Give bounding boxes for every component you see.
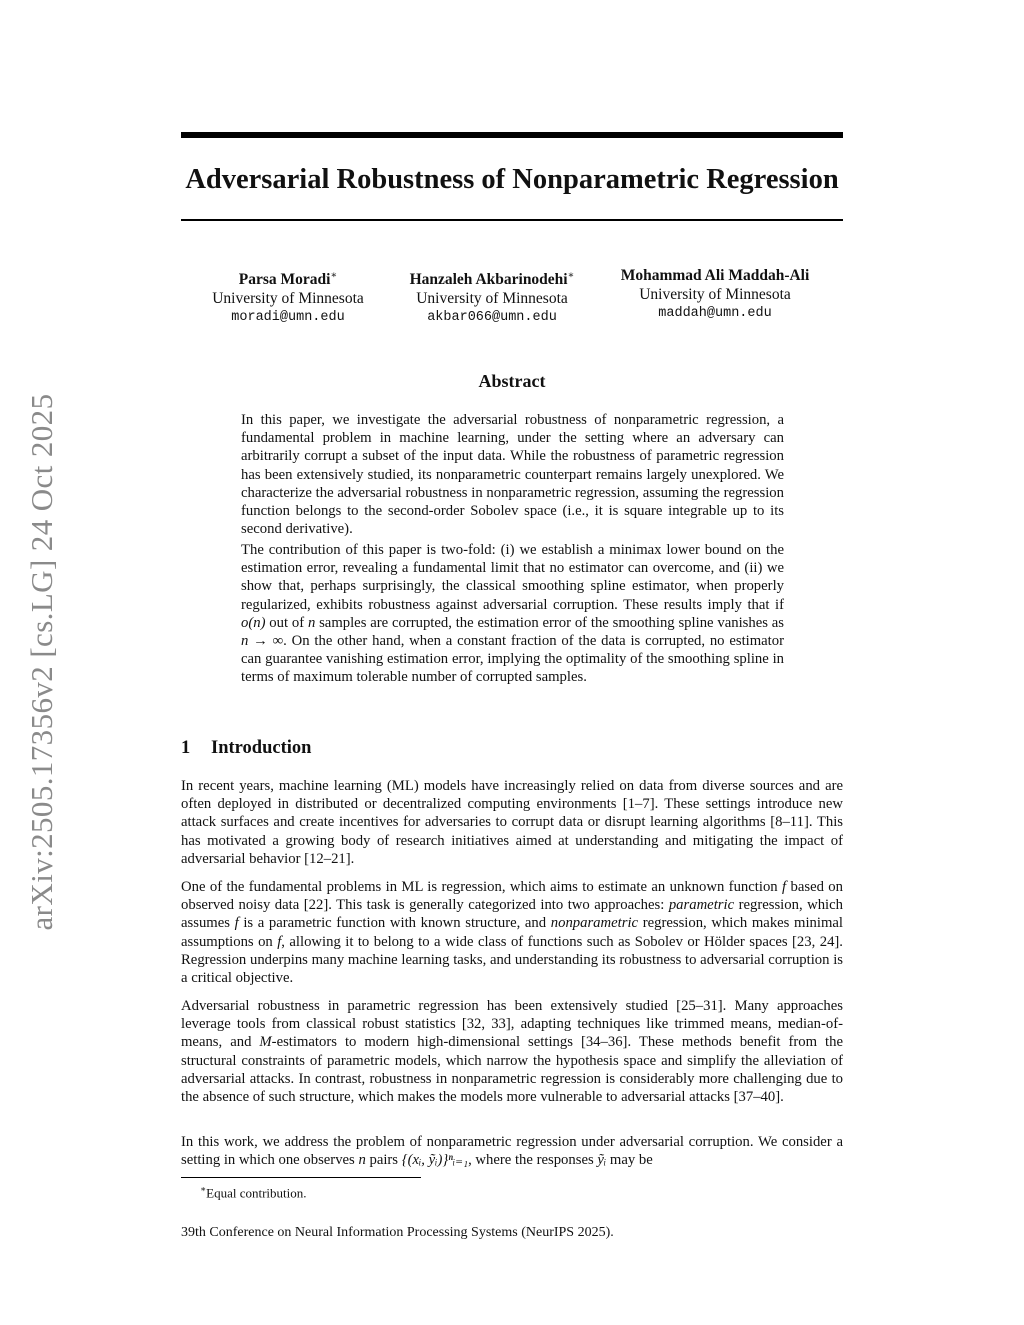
intro-paragraph-3: Adversarial robustness in parametric regression has been extensively studied [25–31]. Many approaches leverage tools from classical robust statistics [32, 33], adapting techniques like trimmed means, median-of-means, and M-estimators to modern high-dimensional settings [34–36]. These methods benefit from the structural constraints of parametric models, which narrow the hypothesis space and simplify the alleviation of adversarial attacks. In contrast, robustness in nonparametric regression is considerably more challenging due to the absence of such structure, which makes the models more vulnerable to adversarial attacks [37–40]. — [181, 998, 843, 1106]
author-mark: ∗ — [330, 270, 338, 281]
author-name: Mohammad Ali Maddah-Ali — [620, 267, 810, 284]
abstract-paragraph-1: In this paper, we investigate the adversarial robustness of nonparametric regression, a fundamental problem in machine learning, under the setting where an adversary can arbitrarily corrupt a subset of the input data. While the robustness of parametric regression has been extensively studied, its nonparametric counterpart remains largely unexplored. We characterize the adversarial robustness in nonparametric regression, assuming the regression function belongs to the second-order Sobolev space (i.e., it is square integrable up to its second derivative). — [241, 412, 784, 538]
math-limit: n → ∞ — [241, 633, 284, 650]
footnote — [200, 1181, 307, 1201]
footnote-text: Equal contribution. — [206, 1185, 307, 1201]
title-bottom-rule — [181, 219, 843, 221]
footnote-mark: ∗ — [200, 1184, 207, 1194]
arxiv-identifier: arXiv:2505.17356v2 [cs.LG] 24 Oct 2025 — [24, 393, 59, 931]
author-affiliation: University of Minnesota — [639, 286, 791, 303]
title-top-rule — [181, 132, 843, 138]
math-pairs: {(xᵢ, ỹᵢ)}ⁿᵢ₌₁ — [401, 1152, 469, 1169]
author-block — [206, 266, 370, 327]
section-title: Introduction — [211, 738, 312, 758]
section-heading — [181, 736, 311, 760]
author-email[interactable]: akbar066@umn.edu — [427, 310, 557, 326]
author-name: Parsa Moradi — [238, 271, 331, 289]
italic-nonparametric: nonparametric — [550, 915, 639, 932]
author-name: Hanzaleh Akbarinodehi — [409, 271, 568, 289]
intro-paragraph-4: In this work, we address the problem of nonparametric regression under adversarial corruption. We consider a setting in which one observes n pairs {(xᵢ, ỹᵢ)}ⁿᵢ₌₁, where the responses ỹᵢ may be — [181, 1134, 843, 1169]
author-block — [404, 266, 580, 327]
author-email[interactable]: moradi@umn.edu — [231, 310, 345, 326]
paper-title: Adversarial Robustness of Nonparametric Regression — [185, 164, 839, 195]
author-affiliation: University of Minnesota — [212, 290, 364, 308]
abstract-heading: Abstract — [478, 371, 546, 391]
author-mark: ∗ — [567, 270, 575, 281]
section-number: 1 — [181, 738, 191, 758]
abstract-paragraph-2: The contribution of this paper is two-fold: (i) we establish a minimax lower bound on the estimation error, revealing a fundamental limit that no estimator can overcome, and (ii) we show that, perhaps surprisingly, the classical smoothing spline estimator, when properly regularized, exhibits robustness against adversarial corruption. These results imply that if o(n) out of n samples are corrupted, the estimation error of the smoothing spline vanishes as n → ∞. On the other hand, when a constant fraction of the data is corrupted, no estimator can guarantee vanishing estimation error, implying the optimality of the smoothing spline in terms of maximum tolerable number of corrupted samples. — [241, 542, 784, 686]
italic-parametric: parametric — [668, 897, 735, 914]
math-o-n: o(n) — [241, 614, 266, 631]
author-email[interactable]: maddah@umn.edu — [658, 306, 772, 321]
author-affiliation: University of Minnesota — [416, 290, 568, 308]
author-block — [612, 266, 818, 323]
conference-footer: 39th Conference on Neural Information Processing Systems (NeurIPS 2025). — [181, 1225, 614, 1240]
footnote-rule — [181, 1177, 421, 1178]
intro-paragraph-2: One of the fundamental problems in ML is regression, which aims to estimate an unknown function f based on observed noisy data [22]. This task is generally categorized into two approaches: parametric regression, which assumes f is a parametric function with known structure, and nonparametric regression, which makes minimal assumptions on f, allowing it to belong to a wide class of functions such as Sobolev or Hölder spaces [23, 24]. Regression underpins many machine learning tasks, and understanding its robustness to adversarial corruption is a critical objective. — [181, 879, 843, 987]
math-n: n — [307, 614, 316, 631]
intro-paragraph-1: In recent years, machine learning (ML) models have increasingly relied on data from diverse sources and are often deployed in distributed or decentralized computing environments [1–7]. These settings introduce new attack surfaces and create incentives for adversaries to corrupt data or disrupt learning algorithms [8–11]. This has motivated a growing body of research initiatives aimed at understanding and mitigating the impact of adversarial behavior [12–21]. — [181, 778, 843, 867]
